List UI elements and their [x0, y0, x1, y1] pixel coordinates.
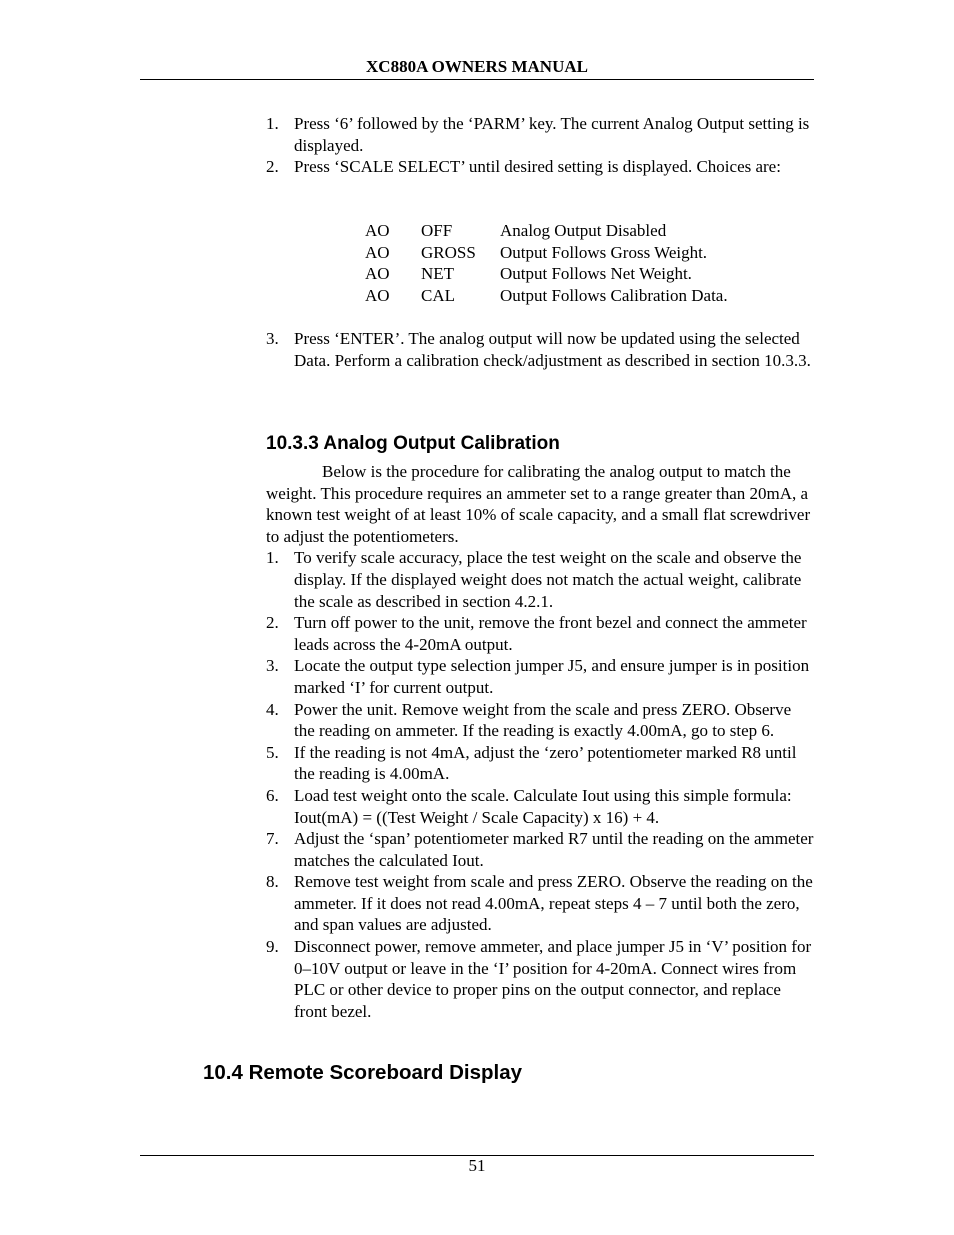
choice-row — [365, 263, 728, 285]
list-item — [266, 655, 814, 698]
choice-row — [365, 285, 728, 307]
step-number: 7. — [266, 829, 279, 849]
list-item — [266, 328, 814, 371]
choice-description: Output Follows Calibration Data. — [500, 285, 728, 305]
list-item — [266, 156, 814, 178]
step-number: 3. — [266, 329, 279, 348]
step-text: Load test weight onto the scale. Calculate Iout using this simple formula: Iout(mA) = ((Test Weight / Scale Capacity) x 16) + 4. — [294, 785, 792, 827]
step-text: Press ‘ENTER’. The analog output will now be updated using the selected Data. Perform a calibration check/adjustment as described in section 10.3.3. — [294, 329, 811, 370]
analog-output-choices-table — [365, 220, 728, 306]
list-item — [266, 547, 814, 612]
step-number: 5. — [266, 742, 279, 762]
setup-steps-second — [266, 328, 814, 371]
choice-code: AO — [365, 285, 390, 305]
step-number: 3. — [266, 656, 279, 676]
step-text: Disconnect power, remove ammeter, and place jumper J5 in ‘V’ position for 0–10V output or leave in the ‘I’ position for 4-20mA. Connect wires from PLC or other device to proper pins on the output connector, and replace front bezel. — [294, 937, 812, 1021]
choice-row — [365, 242, 728, 264]
step-text: Turn off power to the unit, remove the front bezel and connect the ammeter leads across the 4-20mA output. — [294, 613, 807, 654]
step-text: Adjust the ‘span’ potentiometer marked R7 until the reading on the ammeter matches the calculated Iout. — [294, 829, 814, 870]
running-header: XC880A OWNERS MANUAL — [366, 57, 588, 76]
list-item — [266, 936, 814, 1022]
setup-steps-first — [266, 113, 814, 178]
step-number: 6. — [266, 785, 279, 805]
choice-code: AO — [365, 264, 390, 284]
section-heading-remote-scoreboard: 10.4 Remote Scoreboard Display — [203, 1061, 523, 1084]
step-text: Press ‘SCALE SELECT’ until desired setting is displayed. Choices are: — [294, 157, 781, 177]
step-number: 1. — [266, 114, 279, 133]
step-number: 2. — [266, 157, 279, 177]
page-number: 51 — [468, 1156, 486, 1175]
step-number: 4. — [266, 699, 279, 719]
list-item — [266, 612, 814, 655]
step-text: Remove test weight from scale and press ZERO. Observe the reading on the ammeter. If it does not read 4.00mA, repeat steps 4 – 7 until both the zero, and span values are adjusted. — [294, 872, 813, 935]
step-text: If the reading is not 4mA, adjust the ‘zero’ potentiometer marked R8 until the reading is 4.00mA. — [294, 742, 797, 784]
choice-mode: OFF — [421, 221, 453, 240]
choice-description: Analog Output Disabled — [500, 221, 667, 240]
header-rule — [140, 79, 814, 80]
step-number: 9. — [266, 937, 279, 957]
calibration-intro: Below is the procedure for calibrating the analog output to match the weight. This procedure requires an ammeter set to a range greater than 20mA, a known test weight of at least 10% of scale capacity, and a small flat screwdriver to adjust the potentiometers. — [266, 462, 811, 546]
choice-code: AO — [365, 242, 390, 262]
choice-mode: CAL — [421, 285, 455, 305]
calibration-steps — [266, 547, 814, 1022]
step-number: 1. — [266, 548, 279, 568]
step-number: 8. — [266, 872, 279, 892]
calibration-section — [266, 461, 814, 1022]
list-item — [266, 742, 814, 785]
section-heading-analog-output-calibration: 10.3.3 Analog Output Calibration — [266, 433, 560, 454]
choice-mode: NET — [421, 264, 455, 284]
list-item — [266, 871, 814, 936]
choice-code: AO — [365, 221, 390, 240]
choice-mode: GROSS — [421, 242, 476, 262]
list-item — [266, 785, 814, 828]
step-text: Locate the output type selection jumper J5, and ensure jumper is in position marked ‘I’ for current output. — [294, 656, 810, 697]
list-item — [266, 113, 814, 156]
choice-description: Output Follows Gross Weight. — [500, 242, 708, 262]
list-item — [266, 699, 814, 742]
step-text: To verify scale accuracy, place the test weight on the scale and observe the display. If the displayed weight does not match the actual weight, calibrate the scale as described in section 4.2.1. — [294, 548, 802, 611]
list-item — [266, 828, 814, 871]
step-number: 2. — [266, 613, 279, 633]
step-text: Power the unit. Remove weight from the scale and press ZERO. Observe the reading on ammeter. If the reading is exactly 4.00mA, go to step 6. — [294, 699, 792, 741]
choice-row — [365, 220, 728, 242]
step-text: Press ‘6’ followed by the ‘PARM’ key. The current Analog Output setting is displayed. — [294, 114, 810, 155]
choice-description: Output Follows Net Weight. — [500, 264, 692, 284]
